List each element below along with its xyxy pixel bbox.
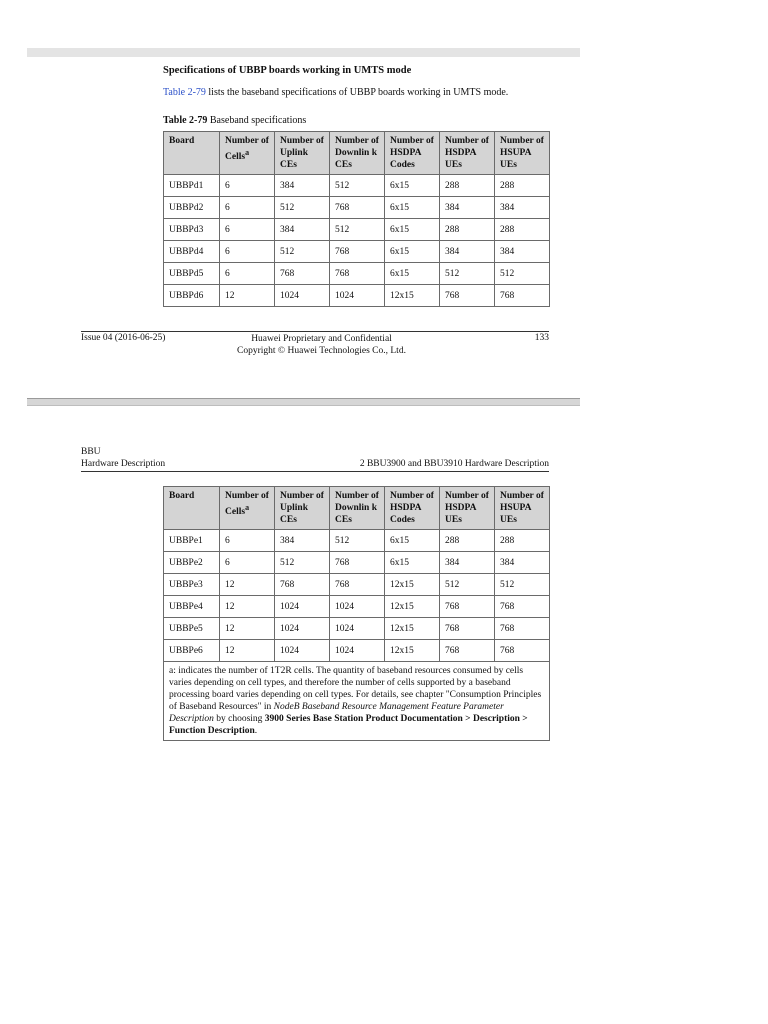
cell-downlink: 512 <box>330 219 385 241</box>
cell-hsdpa-ues: 768 <box>440 618 495 640</box>
table-row <box>164 552 550 574</box>
footnote-marker: a <box>245 148 250 157</box>
cell-hsdpa-ues: 384 <box>440 197 495 219</box>
cell-cells: 6 <box>220 197 275 219</box>
footer-page-number: 133 <box>534 333 549 343</box>
cell-cells: 6 <box>220 263 275 285</box>
cell-cells: 12 <box>220 596 275 618</box>
header-doc-title: Hardware Description <box>81 459 166 469</box>
cell-hsdpa-ues: 288 <box>440 219 495 241</box>
col-uplink: Number of Uplink CEs <box>275 487 330 530</box>
cell-cells: 12 <box>220 640 275 662</box>
col-hsdpa-codes: Number of HSDPA Codes <box>385 487 440 530</box>
cell-board: UBBPd5 <box>164 263 220 285</box>
cell-cells: 6 <box>220 552 275 574</box>
cell-uplink: 1024 <box>275 596 330 618</box>
cell-hsupa-ues: 512 <box>495 574 550 596</box>
cell-hsdpa-codes: 6x15 <box>385 219 440 241</box>
col-cells-label: Number of Cells <box>225 136 269 163</box>
cell-hsupa-ues: 288 <box>495 219 550 241</box>
cell-cells: 6 <box>220 175 275 197</box>
cell-uplink: 512 <box>275 552 330 574</box>
cell-hsdpa-codes: 6x15 <box>385 552 440 574</box>
cell-hsdpa-ues: 384 <box>440 552 495 574</box>
table-row <box>164 640 550 662</box>
cell-hsupa-ues: 768 <box>495 640 550 662</box>
footer-proprietary: Huawei Proprietary and Confidential <box>251 334 392 344</box>
table-row <box>164 285 550 307</box>
col-downlink: Number of Downlin k CEs <box>330 487 385 530</box>
caption-label: Table 2-79 <box>163 115 208 126</box>
cell-downlink: 768 <box>330 241 385 263</box>
page-separator-top <box>27 48 580 57</box>
footnote-doc-title: NodeB Baseband Resource Management Feature Parameter Description <box>169 702 504 724</box>
cell-board: UBBPe3 <box>164 574 220 596</box>
header-chapter: 2 BBU3900 and BBU3910 Hardware Description <box>359 459 549 469</box>
cell-uplink: 512 <box>275 197 330 219</box>
section-heading: Specifications of UBBP boards working in UMTS mode <box>163 65 412 76</box>
header-left <box>81 446 165 470</box>
cell-downlink: 1024 <box>330 285 385 307</box>
cell-hsdpa-ues: 768 <box>440 285 495 307</box>
cell-hsdpa-ues: 384 <box>440 241 495 263</box>
cell-hsupa-ues: 768 <box>495 596 550 618</box>
cell-downlink: 768 <box>330 263 385 285</box>
col-hsupa-ues: Number of HSUPA UEs <box>495 132 550 175</box>
table-row <box>164 596 550 618</box>
table-row <box>164 263 550 285</box>
footnote-row <box>164 662 550 741</box>
cell-hsupa-ues: 384 <box>495 241 550 263</box>
cell-hsupa-ues: 384 <box>495 197 550 219</box>
cell-hsupa-ues: 768 <box>495 618 550 640</box>
cell-uplink: 1024 <box>275 285 330 307</box>
cell-uplink: 1024 <box>275 618 330 640</box>
cell-downlink: 768 <box>330 552 385 574</box>
caption-text: Baseband specifications <box>207 115 307 126</box>
col-hsdpa-ues: Number of HSDPA UEs <box>440 487 495 530</box>
col-hsdpa-ues: Number of HSDPA UEs <box>440 132 495 175</box>
table-body <box>164 530 550 662</box>
intro-text: lists the baseband specifications of UBBP boards working in UMTS mode. <box>205 87 509 98</box>
footnote-by-choosing: by choosing <box>213 714 265 724</box>
table-row <box>164 530 550 552</box>
cell-board: UBBPd3 <box>164 219 220 241</box>
table-row <box>164 618 550 640</box>
cell-hsupa-ues: 768 <box>495 285 550 307</box>
cell-hsupa-ues: 288 <box>495 175 550 197</box>
cell-cells: 6 <box>220 241 275 263</box>
cell-downlink: 1024 <box>330 618 385 640</box>
footer-issue: Issue 04 (2016-06-25) <box>81 333 166 343</box>
col-board: Board <box>164 132 220 175</box>
cell-uplink: 1024 <box>275 640 330 662</box>
cell-uplink: 384 <box>275 219 330 241</box>
cell-cells: 6 <box>220 530 275 552</box>
footnote-marker: a <box>245 503 250 512</box>
cell-uplink: 512 <box>275 241 330 263</box>
cell-downlink: 768 <box>330 197 385 219</box>
footnote-text: a: indicates the number of 1T2R cells. The quantity of baseband resources consumed by cells varies depending on cell types, and therefore the number of cells supported by a baseband processing board varies depending on cell types. For details, see chapter "Consumption Principles of Baseband Resources" in <box>169 666 542 712</box>
footer-copyright <box>229 333 414 357</box>
header-row <box>164 487 550 530</box>
footnote-cell <box>164 662 550 741</box>
col-uplink: Number of Uplink CEs <box>275 132 330 175</box>
cell-uplink: 384 <box>275 175 330 197</box>
table-header <box>164 132 550 175</box>
cell-uplink: 768 <box>275 263 330 285</box>
cell-cells: 6 <box>220 219 275 241</box>
cell-board: UBBPd6 <box>164 285 220 307</box>
table-row <box>164 175 550 197</box>
cell-hsupa-ues: 384 <box>495 552 550 574</box>
cell-hsdpa-codes: 6x15 <box>385 241 440 263</box>
cell-board: UBBPe6 <box>164 640 220 662</box>
cell-cells: 12 <box>220 285 275 307</box>
table-row <box>164 197 550 219</box>
page-separator <box>27 398 580 406</box>
footnote-end: . <box>254 726 258 736</box>
cell-hsdpa-codes: 12x15 <box>385 640 440 662</box>
cell-cells: 12 <box>220 574 275 596</box>
cell-uplink: 768 <box>275 574 330 596</box>
cell-board: UBBPe2 <box>164 552 220 574</box>
cell-board: UBBPe1 <box>164 530 220 552</box>
cell-hsdpa-codes: 12x15 <box>385 285 440 307</box>
cell-hsdpa-codes: 6x15 <box>385 197 440 219</box>
table-reference-link[interactable]: Table 2-79 <box>163 87 206 98</box>
baseband-spec-table-ubbpd <box>163 131 550 307</box>
cell-hsdpa-codes: 12x15 <box>385 618 440 640</box>
col-cells-label: Number of Cells <box>225 491 269 518</box>
cell-hsdpa-ues: 512 <box>440 574 495 596</box>
cell-hsdpa-codes: 6x15 <box>385 263 440 285</box>
table-caption <box>163 115 306 126</box>
intro-paragraph <box>163 87 508 98</box>
table-row <box>164 219 550 241</box>
header-product: BBU <box>81 447 101 457</box>
cell-downlink: 512 <box>330 175 385 197</box>
table-row <box>164 241 550 263</box>
table-body <box>164 175 550 307</box>
cell-cells: 12 <box>220 618 275 640</box>
col-hsdpa-codes: Number of HSDPA Codes <box>385 132 440 175</box>
cell-board: UBBPe4 <box>164 596 220 618</box>
col-cells <box>220 132 275 175</box>
cell-board: UBBPd1 <box>164 175 220 197</box>
cell-hsdpa-codes: 12x15 <box>385 574 440 596</box>
cell-hsupa-ues: 288 <box>495 530 550 552</box>
cell-hsdpa-codes: 12x15 <box>385 596 440 618</box>
cell-board: UBBPd4 <box>164 241 220 263</box>
cell-hsdpa-ues: 288 <box>440 530 495 552</box>
col-cells <box>220 487 275 530</box>
col-downlink: Number of Downlin k CEs <box>330 132 385 175</box>
footer-copyright-line: Copyright © Huawei Technologies Co., Ltd. <box>237 346 406 356</box>
cell-downlink: 1024 <box>330 640 385 662</box>
footnote-doc-path: 3900 Series Base Station Product Documentation > Description > Function Description <box>169 714 528 736</box>
cell-hsupa-ues: 512 <box>495 263 550 285</box>
cell-hsdpa-codes: 6x15 <box>385 175 440 197</box>
cell-board: UBBPe5 <box>164 618 220 640</box>
col-board: Board <box>164 487 220 530</box>
footer-divider <box>81 331 549 332</box>
cell-downlink: 768 <box>330 574 385 596</box>
cell-board: UBBPd2 <box>164 197 220 219</box>
cell-hsdpa-ues: 512 <box>440 263 495 285</box>
cell-hsdpa-ues: 768 <box>440 640 495 662</box>
cell-downlink: 1024 <box>330 596 385 618</box>
header-row <box>164 132 550 175</box>
cell-hsdpa-ues: 768 <box>440 596 495 618</box>
cell-hsdpa-codes: 6x15 <box>385 530 440 552</box>
col-hsupa-ues: Number of HSUPA UEs <box>495 487 550 530</box>
cell-hsdpa-ues: 288 <box>440 175 495 197</box>
baseband-spec-table-ubbpe <box>163 486 550 741</box>
table-footnote <box>164 662 550 741</box>
cell-downlink: 512 <box>330 530 385 552</box>
header-divider <box>81 471 549 472</box>
cell-uplink: 384 <box>275 530 330 552</box>
table-header <box>164 487 550 530</box>
table-row <box>164 574 550 596</box>
